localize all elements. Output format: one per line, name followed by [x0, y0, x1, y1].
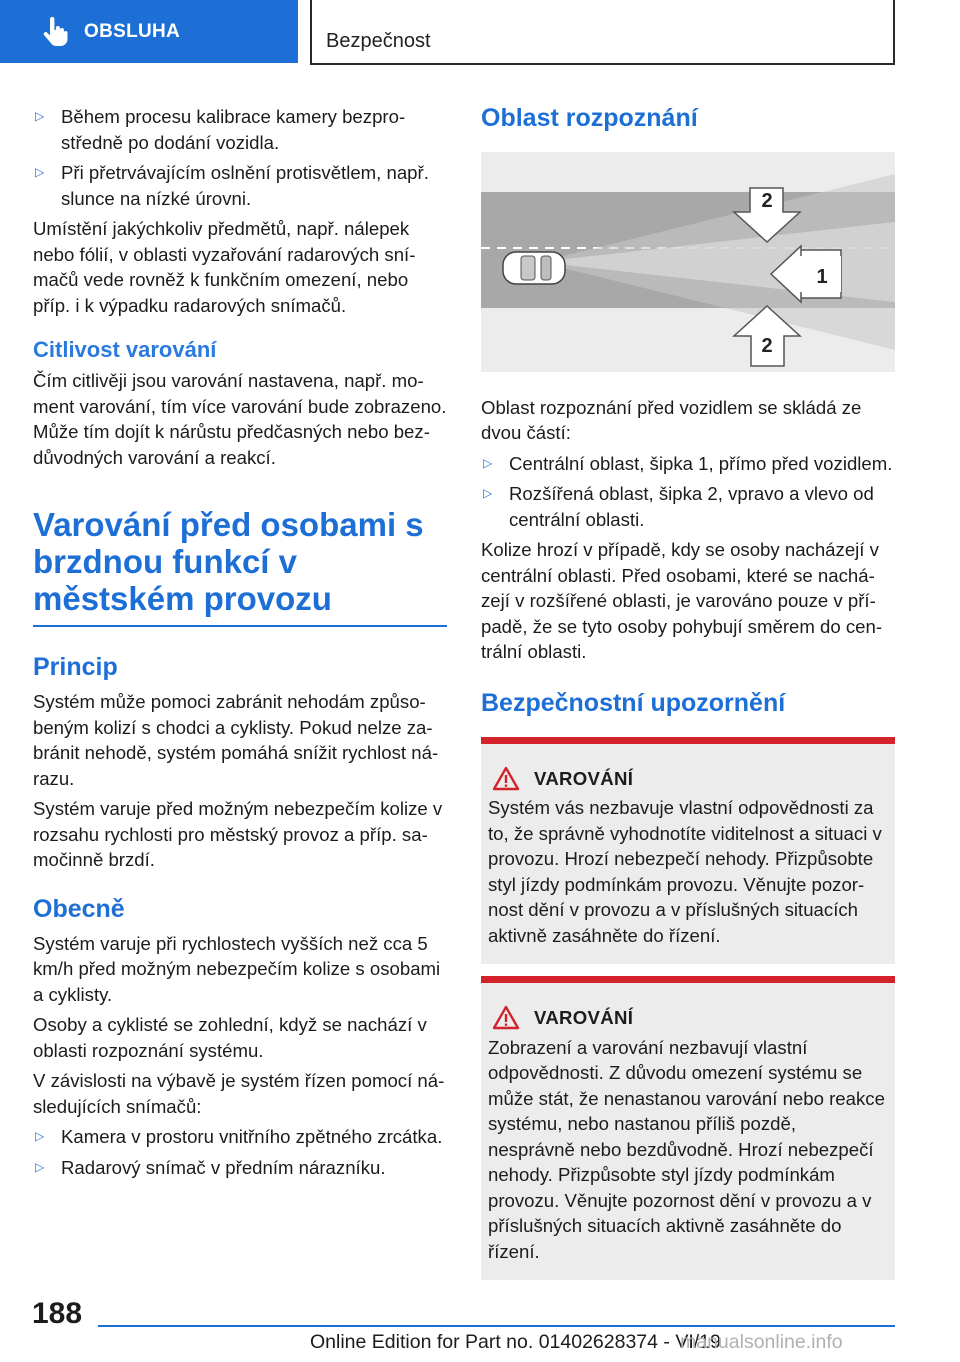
warning-text: Zobrazení a varování nezbavují vlastní odpovědnosti. Z důvodu omezení systému se může stát, že nenastanou varování nebo reakce systému, nebo nastanou příliš pozdě, nesprávně nebo bezdůvodně. Hrozí nebezpečí nehody. Přizpůsobte styl jízdy podmínkám provozu. Věnujte pozornost dění v provozu a v příslušných situacích aktivně zasáhněte do řízení.	[488, 1036, 885, 1262]
main-heading: Varování před osobami s brzdnou funkcí v městském provozu	[33, 506, 447, 627]
paragraph: Kolize hrozí v případě, kdy se osoby nacházejí v centrální oblasti. Před osobami, které se nacházejí v rozšířené oblasti, je varováno pouze v případě, že se tyto osoby pohybují směrem do centrální oblasti.	[481, 539, 883, 662]
paragraph: Systém může pomoci zabránit nehodám způsobeným kolizí s chodci a cyklisty. Pokud nelze zabránit nehodě, systém pomáhá snížit rychlost nárazu.	[33, 691, 439, 789]
heading-detection-area: Oblast rozpoznání	[481, 104, 698, 132]
paragraph: V závislosti na výbavě je systém řízen pomocí následujících snímačů:	[33, 1070, 445, 1117]
heading-safety: Bezpečnostní upozornění	[481, 688, 786, 717]
right-column	[481, 102, 895, 1292]
svg-text:2: 2	[761, 190, 773, 212]
paragraph: Oblast rozpoznání před vozidlem se skládá ze dvou částí:	[481, 396, 862, 443]
triangle-bullet-icon: ▷	[35, 109, 45, 123]
page-number: 188	[32, 1297, 83, 1330]
section-tab-label: OBSLUHA	[84, 20, 181, 42]
paragraph: Umístění jakýchkoliv předmětů, např. nálepek nebo fólií, v oblasti vyzařování radarových snímačů vede rovněž k funkčním omezení, nebo příp. i k výpadku radarových snímačů.	[33, 218, 416, 316]
edition-note: Online Edition for Part no. 01402628374 - VI/19	[310, 1331, 721, 1353]
section-tab	[0, 0, 298, 63]
list-item: ▷ Radarový snímač v předním nárazníku.	[33, 1155, 447, 1181]
svg-text:2: 2	[761, 335, 773, 357]
triangle-bullet-icon: ▷	[35, 1159, 45, 1174]
list-item: ▷ Kamera v prostoru vnitřního zpětného zrcátka.	[33, 1124, 447, 1150]
footer-divider	[98, 1325, 895, 1327]
subheading-sensitivity: Citlivost varování	[33, 337, 217, 362]
left-column	[33, 104, 447, 1185]
sensor-bullets	[33, 1124, 447, 1180]
heading-princip: Princip	[33, 653, 118, 681]
calibration-bullets	[33, 104, 447, 211]
paragraph: Čím citlivěji jsou varování nastavena, např. moment varování, tím více varování bude zobrazeno. Může tím dojít k nárůstu předčasných nebo bezdůvodných varování a reakcí.	[33, 370, 447, 468]
heading-obecne: Obecně	[33, 894, 125, 923]
list-item: ▷ Při přetrvávajícím oslnění protisvětlem, např. slunce na nízké úrovni.	[35, 162, 429, 209]
warning-triangle-icon	[492, 1005, 520, 1030]
warning-title: VAROVÁNÍ	[534, 1007, 634, 1028]
paragraph: Osoby a cyklisté se zohlední, když se nachází v oblasti rozpoznání systému.	[33, 1014, 427, 1061]
area-bullets	[481, 451, 895, 533]
triangle-bullet-icon: ▷	[35, 1129, 45, 1143]
warning-triangle-icon	[492, 766, 520, 791]
chapter-header	[310, 0, 895, 65]
list-item: ▷ Během procesu kalibrace kamery bezprostředně po dodání vozidla.	[35, 106, 406, 153]
paragraph: Systém varuje před možným nebezpečím kolize v rozsahu rychlosti pro městský provoz a příp. samočinně brzdí.	[33, 798, 443, 870]
warning-text: Systém vás nezbavuje vlastní odpovědnosti za to, že správně vyhodnotíte viditelnost a situaci v provozu. Hrozí nebezpečí nehody. Přizpůsobte styl jízdy podmínkám provozu. Věnujte pozornost dění v provozu a v příslušných situacích aktivně zasáhněte do řízení.	[488, 797, 882, 946]
triangle-bullet-icon: ▷	[35, 165, 45, 179]
hand-pointer-icon	[42, 17, 68, 47]
detection-area-diagram	[481, 152, 895, 372]
triangle-bullet-icon: ▷	[483, 486, 493, 500]
paragraph: Systém varuje při rychlostech vyšších než cca 5 km/h před možným nebezpečím kolize s osobami a cyklisty.	[33, 932, 441, 1005]
watermark: manualsonline.info	[680, 1331, 843, 1353]
triangle-bullet-icon: ▷	[483, 455, 493, 470]
chapter-title: Bezpečnost	[326, 30, 431, 52]
svg-text:1: 1	[816, 266, 828, 288]
warning-title: VAROVÁNÍ	[534, 767, 634, 789]
list-item: ▷ Rozšířená oblast, šipka 2, vpravo a vlevo od centrální oblasti.	[483, 483, 874, 530]
warning-box	[481, 737, 895, 965]
warning-box	[481, 976, 895, 1280]
list-item: ▷ Centrální oblast, šipka 1, přímo před vozidlem.	[481, 451, 895, 477]
